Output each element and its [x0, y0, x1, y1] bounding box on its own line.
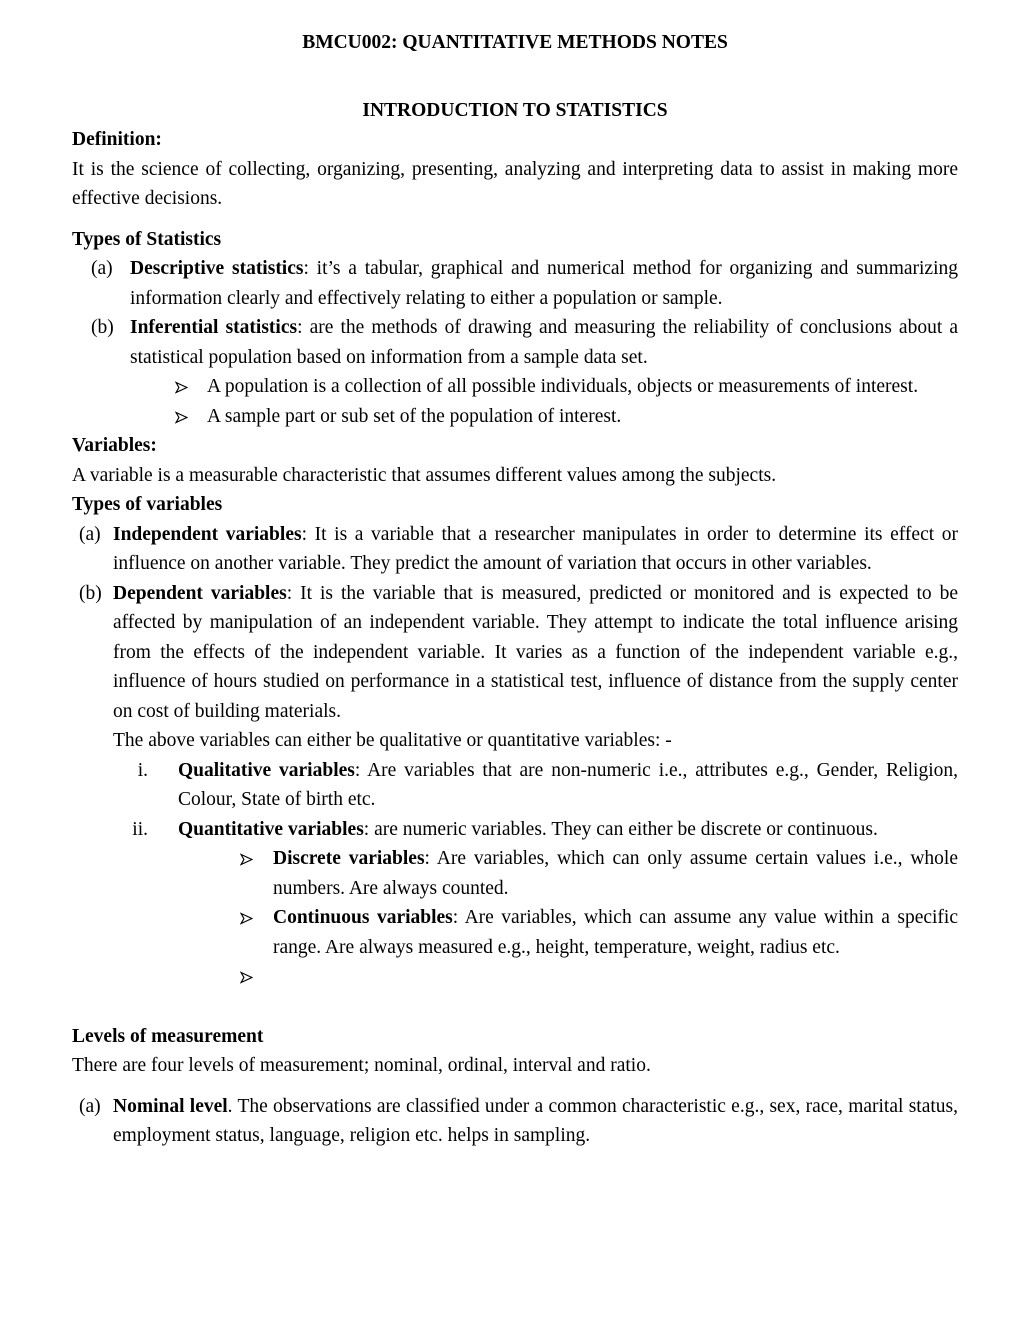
arrow-bullet-icon: [175, 402, 188, 432]
item-term: Dependent variables: [113, 582, 287, 604]
item-text: : are the methods of drawing and measuring the reliability of conclusions about a statistical population based on information from a sample data set.: [130, 317, 959, 368]
item-marker: ii.: [132, 818, 148, 840]
definition-heading: Definition:: [72, 129, 162, 150]
item-term: Independent variables: [113, 523, 302, 545]
arrow-bullet-icon: [240, 962, 253, 992]
item-marker: (b): [79, 582, 102, 604]
item-marker: (a): [79, 523, 101, 545]
types-of-variables-heading: Types of variables: [72, 494, 223, 515]
item-marker: (a): [91, 258, 113, 279]
item-text: : are numeric variables. They can either be discrete or continuous.: [363, 818, 878, 840]
list-item-descriptive-statistics: [72, 254, 958, 313]
bullet-item-sample: [72, 402, 958, 432]
types-of-statistics-heading: Types of Statistics: [72, 228, 222, 250]
item-text: : It is the variable that is measured, predicted or monitored and is expected to be affected by manipulation of an independent variable. They attempt to indicate the total influence arising from the effects of the independent variable. It varies as a function of the independent variable e.g., influence of hours studied on performance in a statistical test, influence of distance from the supply center on cost of building materials.: [113, 582, 958, 722]
item-marker: (b): [91, 317, 114, 338]
item-term: Continuous variables: [273, 907, 453, 928]
bullet-text: A sample part or sub set of the population of interest.: [207, 405, 622, 427]
item-term: Quantitative variables: [178, 818, 364, 840]
item-term: Discrete variables: [273, 848, 425, 869]
document-title: BMCU002: QUANTITATIVE METHODS NOTES: [302, 32, 728, 53]
item-text: : it’s a tabular, graphical and numerical method for organizing and summarizing information clearly and effectively relating to either a population or sample.: [130, 258, 959, 309]
bullet-item-continuous-variables: [72, 903, 958, 962]
item-term: Qualitative variables: [178, 759, 355, 781]
item-marker: (a): [79, 1095, 101, 1117]
item-text: . The observations are classified under a common characteristic e.g., sex, race, marital status, employment status, language, religion etc. helps in sampling.: [113, 1095, 958, 1146]
arrow-bullet-icon: [240, 844, 253, 874]
bullet-text: A population is a collection of all possible individuals, objects or measurements of interest.: [207, 376, 919, 397]
variables-body: A variable is a measurable characteristic that assumes different values among the subjects.: [72, 464, 777, 486]
levels-of-measurement-heading: Levels of measurement: [72, 1025, 264, 1047]
item-term: Nominal level: [113, 1095, 228, 1117]
list-item-dependent-variables: [72, 579, 958, 727]
variables-note: The above variables can either be qualitative or quantitative variables: -: [113, 730, 672, 751]
list-item-independent-variables: [72, 520, 958, 579]
definition-body: It is the science of collecting, organizing, presenting, analyzing and interpreting data to assist in making more effective decisions.: [72, 158, 958, 209]
list-item-quantitative-variables: [72, 815, 958, 845]
section-title-introduction: INTRODUCTION TO STATISTICS: [362, 99, 668, 121]
list-item-qualitative-variables: [72, 756, 958, 815]
list-item-inferential-statistics: [72, 313, 958, 372]
item-term: Inferential statistics: [130, 317, 298, 338]
item-text: : Are variables, which can only assume certain values i.e., whole numbers. Are always counted.: [273, 848, 958, 899]
list-item-nominal-level: [72, 1092, 958, 1151]
item-term: Descriptive statistics: [130, 258, 304, 279]
bullet-item-discrete-variables: [72, 844, 958, 903]
variables-heading: Variables:: [72, 435, 157, 456]
bullet-item-population: [72, 372, 958, 402]
item-text: : Are variables that are non-numeric i.e., attributes e.g., Gender, Religion, Colour, State of birth etc.: [178, 759, 958, 810]
arrow-bullet-icon: [175, 372, 188, 402]
item-marker: i.: [137, 759, 148, 781]
bullet-item-empty: [72, 962, 958, 992]
levels-body: There are four levels of measurement; nominal, ordinal, interval and ratio.: [72, 1055, 651, 1076]
arrow-bullet-icon: [240, 903, 253, 933]
item-text: : It is a variable that a researcher manipulates in order to determine its effect or influence on another variable. They predict the amount of variation that occurs in other variables.: [113, 523, 959, 574]
item-text: : Are variables, which can assume any value within a specific range. Are always measured e.g., height, temperature, weight, radius etc.: [273, 907, 958, 958]
